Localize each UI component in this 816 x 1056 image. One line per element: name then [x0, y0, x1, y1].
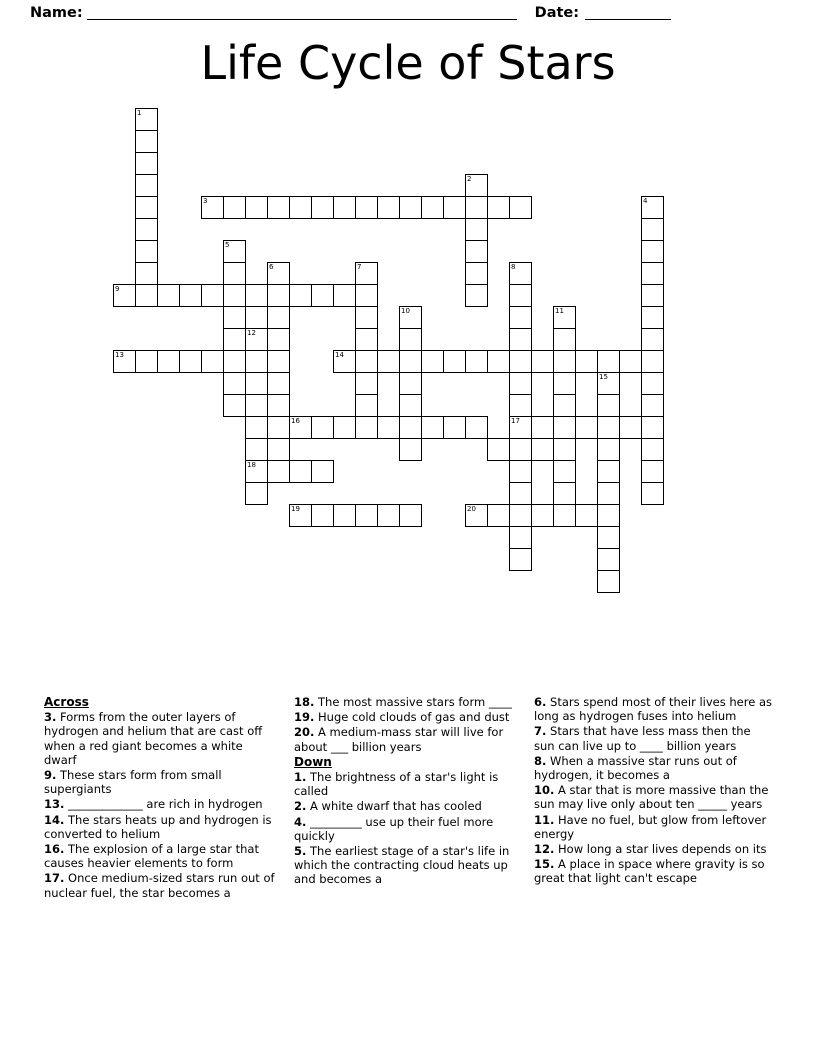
clue-down-12 — [534, 842, 772, 856]
clue-text: When a massive star runs out of hydrogen, it becomes a — [534, 753, 737, 783]
crossword-cell[interactable] — [597, 416, 620, 439]
crossword-cell[interactable] — [223, 306, 246, 329]
clue-number: 1. — [294, 770, 307, 785]
cell-number: 9 — [115, 285, 120, 293]
crossword-cell[interactable] — [399, 372, 422, 395]
cell-number: 7 — [357, 263, 362, 271]
crossword-cell[interactable] — [597, 526, 620, 549]
crossword-cell[interactable] — [179, 284, 202, 307]
clue-text: _____________ are rich in hydrogen — [68, 797, 263, 812]
clue-number: 12. — [534, 842, 555, 857]
crossword-cell[interactable] — [223, 284, 246, 307]
crossword-cell[interactable] — [597, 570, 620, 593]
clues-area — [44, 695, 774, 901]
crossword-cell[interactable] — [487, 350, 510, 373]
crossword-cell[interactable] — [553, 482, 576, 505]
clue-number: 18. — [294, 695, 315, 709]
crossword-cell[interactable] — [641, 262, 664, 285]
cell-number: 10 — [401, 307, 410, 315]
crossword-cell[interactable] — [289, 284, 312, 307]
crossword-cell[interactable] — [267, 394, 290, 417]
clue-column-right — [534, 695, 772, 901]
crossword-cell[interactable] — [509, 350, 532, 373]
cell-number: 3 — [203, 197, 208, 205]
crossword-cell[interactable] — [267, 416, 290, 439]
crossword-cell[interactable] — [465, 504, 488, 527]
crossword-cell[interactable] — [223, 328, 246, 351]
crossword-cell[interactable] — [377, 196, 400, 219]
cell-number: 17 — [511, 417, 520, 425]
crossword-cell[interactable] — [399, 350, 422, 373]
clue-text: The stars heats up and hydrogen is converted to helium — [44, 812, 272, 841]
crossword-cell[interactable] — [465, 240, 488, 263]
cell-number: 8 — [511, 263, 516, 271]
clue-column-middle — [294, 695, 516, 901]
clue-text: _________ use up their fuel more quickly — [294, 814, 494, 843]
clue-text: Stars spend most of their lives here as long as hydrogen fuses into helium — [534, 695, 772, 724]
crossword-cell[interactable] — [421, 350, 444, 373]
crossword-cell[interactable] — [113, 284, 136, 307]
clue-text: Huge cold clouds of gas and dust — [318, 710, 510, 725]
crossword-cell[interactable] — [267, 328, 290, 351]
crossword-cell[interactable] — [553, 350, 576, 373]
crossword-cell[interactable] — [509, 482, 532, 505]
crossword-cell[interactable] — [641, 328, 664, 351]
crossword-cell[interactable] — [531, 504, 554, 527]
cell-number: 6 — [269, 263, 274, 271]
crossword-cell[interactable] — [641, 240, 664, 263]
crossword-cell[interactable] — [267, 284, 290, 307]
clue-number: 7. — [534, 724, 547, 739]
cell-number: 20 — [467, 505, 476, 513]
crossword-cell[interactable] — [355, 306, 378, 329]
crossword-cell[interactable] — [399, 328, 422, 351]
crossword-cell[interactable] — [355, 262, 378, 285]
crossword-cell[interactable] — [355, 196, 378, 219]
crossword-cell[interactable] — [553, 306, 576, 329]
crossword-cell[interactable] — [487, 196, 510, 219]
crossword-cell[interactable] — [553, 504, 576, 527]
clue-text: The brightness of a star's light is called — [294, 770, 499, 799]
crossword-cell[interactable] — [641, 438, 664, 461]
crossword-cell[interactable] — [223, 350, 246, 373]
crossword-cell[interactable] — [553, 372, 576, 395]
crossword-cell[interactable] — [553, 328, 576, 351]
clue-across-3 — [44, 710, 276, 767]
clue-text: A place in space where gravity is so great that light can't escape — [534, 857, 765, 886]
crossword-cell[interactable] — [245, 416, 268, 439]
clue-number: 5. — [294, 844, 307, 859]
cell-number: 19 — [291, 505, 300, 513]
clue-number: 6. — [534, 695, 547, 709]
crossword-cell[interactable] — [355, 394, 378, 417]
cell-number: 13 — [115, 351, 124, 359]
crossword-cell[interactable] — [245, 328, 268, 351]
clue-number: 20. — [294, 725, 315, 740]
crossword-cell[interactable] — [245, 438, 268, 461]
crossword-cell[interactable] — [421, 196, 444, 219]
crossword-cell[interactable] — [333, 416, 356, 439]
clue-down-6 — [534, 695, 772, 723]
crossword-cell[interactable] — [267, 372, 290, 395]
crossword-cell[interactable] — [289, 416, 312, 439]
crossword-cell[interactable] — [267, 460, 290, 483]
date-blank-rule — [585, 7, 671, 20]
crossword-cell[interactable] — [355, 372, 378, 395]
crossword-cell[interactable] — [311, 196, 334, 219]
clue-number: 17. — [44, 871, 65, 886]
crossword-cell[interactable] — [201, 284, 224, 307]
cell-number: 15 — [599, 373, 608, 381]
crossword-cell[interactable] — [641, 284, 664, 307]
crossword-cell[interactable] — [575, 504, 598, 527]
crossword-cell[interactable] — [245, 350, 268, 373]
crossword-cell[interactable] — [399, 416, 422, 439]
clue-text: A white dwarf that has cooled — [310, 799, 482, 814]
cell-number: 5 — [225, 241, 230, 249]
crossword-cell[interactable] — [597, 394, 620, 417]
crossword-cell[interactable] — [421, 416, 444, 439]
crossword-cell[interactable] — [245, 460, 268, 483]
clue-text: The explosion of a large star that causes heavier elements to form — [44, 842, 259, 871]
crossword-cell[interactable] — [223, 372, 246, 395]
crossword-cell[interactable] — [377, 350, 400, 373]
crossword-cell[interactable] — [267, 350, 290, 373]
crossword-cell[interactable] — [399, 196, 422, 219]
crossword-cell[interactable] — [509, 372, 532, 395]
clue-down-1 — [294, 770, 516, 798]
crossword-cell[interactable] — [597, 372, 620, 395]
crossword-cell[interactable] — [509, 306, 532, 329]
crossword-cell[interactable] — [223, 394, 246, 417]
clue-text: How long a star lives depends on its — [558, 842, 767, 857]
crossword-cell[interactable] — [443, 196, 466, 219]
clue-down-11 — [534, 813, 772, 841]
crossword-cell[interactable] — [399, 306, 422, 329]
clue-down-8 — [534, 754, 772, 782]
crossword-cell[interactable] — [135, 130, 158, 153]
crossword-cell[interactable] — [179, 350, 202, 373]
crossword-cell[interactable] — [355, 504, 378, 527]
crossword-cell[interactable] — [245, 284, 268, 307]
cell-number: 18 — [247, 461, 256, 469]
clue-column-left — [44, 695, 276, 901]
crossword-cell[interactable] — [553, 394, 576, 417]
crossword-cell[interactable] — [113, 350, 136, 373]
clue-text: Stars that have less mass then the sun can live up to ____ billion years — [534, 724, 751, 753]
name-label: Name: — [30, 5, 83, 21]
crossword-cell[interactable] — [531, 416, 554, 439]
crossword-cell[interactable] — [597, 438, 620, 461]
crossword-cell[interactable] — [509, 394, 532, 417]
crossword-cell[interactable] — [135, 350, 158, 373]
clue-across-18 — [294, 695, 516, 709]
crossword-cell[interactable] — [509, 438, 532, 461]
crossword-cell[interactable] — [355, 350, 378, 373]
crossword-cell[interactable] — [135, 240, 158, 263]
clue-down-4 — [294, 815, 516, 843]
crossword-cell[interactable] — [333, 504, 356, 527]
clue-text: The earliest stage of a star's life in which the contracting cloud heats up and becomes a — [294, 844, 510, 887]
page-title: Life Cycle of Stars — [200, 36, 616, 90]
crossword-cell[interactable] — [201, 350, 224, 373]
cell-number: 11 — [555, 307, 564, 315]
crossword-cell[interactable] — [641, 372, 664, 395]
crossword-cell[interactable] — [399, 438, 422, 461]
crossword-cell[interactable] — [311, 416, 334, 439]
clue-across-19 — [294, 710, 516, 724]
crossword-cell[interactable] — [311, 284, 334, 307]
crossword-cell[interactable] — [267, 196, 290, 219]
crossword-cell[interactable] — [487, 438, 510, 461]
crossword-cell[interactable] — [509, 284, 532, 307]
crossword-cell[interactable] — [597, 350, 620, 373]
crossword-cell[interactable] — [267, 306, 290, 329]
crossword-cell[interactable] — [553, 438, 576, 461]
crossword-cell[interactable] — [333, 196, 356, 219]
crossword-cell[interactable] — [311, 460, 334, 483]
crossword-cell[interactable] — [333, 284, 356, 307]
crossword-cell[interactable] — [157, 350, 180, 373]
crossword-cell[interactable] — [641, 416, 664, 439]
crossword-cell[interactable] — [377, 416, 400, 439]
clue-number: 15. — [534, 857, 555, 872]
cell-number: 12 — [247, 329, 256, 337]
clue-text: Have no fuel, but glow from leftover energy — [534, 812, 767, 841]
crossword-cell[interactable] — [531, 350, 554, 373]
crossword-cell[interactable] — [465, 262, 488, 285]
crossword-cell[interactable] — [267, 438, 290, 461]
clue-number: 19. — [294, 710, 315, 725]
crossword-cell[interactable] — [575, 350, 598, 373]
crossword-cell[interactable] — [619, 350, 642, 373]
clue-across-13 — [44, 797, 276, 811]
clue-number: 13. — [44, 797, 65, 812]
crossword-cell[interactable] — [509, 526, 532, 549]
crossword-cell[interactable] — [135, 218, 158, 241]
crossword-cell[interactable] — [641, 306, 664, 329]
crossword-cell[interactable] — [333, 350, 356, 373]
crossword-cell[interactable] — [465, 174, 488, 197]
clue-number: 2. — [294, 799, 307, 814]
clue-number: 14. — [44, 812, 65, 827]
name-blank-rule — [87, 7, 517, 20]
crossword-cell[interactable] — [223, 262, 246, 285]
crossword-cell[interactable] — [465, 218, 488, 241]
crossword-cell[interactable] — [597, 504, 620, 527]
crossword-cell[interactable] — [135, 196, 158, 219]
clue-across-16 — [44, 842, 276, 870]
crossword-cell[interactable] — [135, 152, 158, 175]
crossword-cell[interactable] — [641, 482, 664, 505]
crossword-cell[interactable] — [619, 416, 642, 439]
clue-down-10 — [534, 783, 772, 811]
crossword-cell[interactable] — [443, 416, 466, 439]
clue-down-7 — [534, 724, 772, 752]
crossword-cell[interactable] — [135, 284, 158, 307]
crossword-cell[interactable] — [355, 416, 378, 439]
date-label: Date: — [534, 5, 580, 21]
crossword-cell[interactable] — [135, 262, 158, 285]
crossword-cell[interactable] — [223, 196, 246, 219]
crossword-cell[interactable] — [641, 218, 664, 241]
crossword-cell[interactable] — [289, 196, 312, 219]
crossword-cell[interactable] — [223, 240, 246, 263]
across-heading: Across — [44, 695, 89, 709]
crossword-cell[interactable] — [377, 504, 400, 527]
crossword-cell[interactable] — [509, 460, 532, 483]
crossword-cell[interactable] — [553, 416, 576, 439]
cell-number: 16 — [291, 417, 300, 425]
crossword-cell[interactable] — [157, 284, 180, 307]
header-name-date — [30, 0, 786, 26]
clue-number: 4. — [294, 814, 307, 829]
crossword-cell[interactable] — [487, 504, 510, 527]
crossword-cell[interactable] — [553, 460, 576, 483]
crossword-grid-area — [0, 100, 816, 580]
crossword-cell[interactable] — [399, 394, 422, 417]
clue-across-17 — [44, 871, 276, 899]
crossword-cell[interactable] — [267, 262, 290, 285]
down-heading: Down — [294, 754, 332, 769]
clue-number: 8. — [534, 753, 547, 768]
cell-number: 4 — [643, 197, 648, 205]
clue-text: A star that is more massive than the sun may live only about ten _____ years — [534, 783, 769, 812]
crossword-cell[interactable] — [509, 196, 532, 219]
crossword-cell[interactable] — [135, 174, 158, 197]
cell-number: 1 — [137, 109, 142, 117]
crossword-cell[interactable] — [289, 460, 312, 483]
crossword-grid — [0, 100, 816, 580]
clue-across-20 — [294, 725, 516, 753]
crossword-cell[interactable] — [597, 460, 620, 483]
clue-across-14 — [44, 813, 276, 841]
crossword-cell[interactable] — [465, 284, 488, 307]
clue-text: A medium-mass star will live for about ___ billion years — [294, 725, 504, 754]
crossword-cell[interactable] — [465, 416, 488, 439]
crossword-cell[interactable] — [399, 504, 422, 527]
cell-number: 2 — [467, 175, 472, 183]
crossword-cell[interactable] — [509, 548, 532, 571]
cell-number: 14 — [335, 351, 344, 359]
clue-number: 16. — [44, 842, 65, 857]
crossword-cell[interactable] — [641, 394, 664, 417]
crossword-cell[interactable] — [289, 504, 312, 527]
crossword-cell[interactable] — [355, 284, 378, 307]
crossword-cell[interactable] — [465, 350, 488, 373]
clue-across-9 — [44, 768, 276, 796]
crossword-cell[interactable] — [201, 196, 224, 219]
clue-number: 3. — [44, 710, 57, 725]
crossword-cell[interactable] — [311, 504, 334, 527]
crossword-cell[interactable] — [597, 548, 620, 571]
crossword-cell[interactable] — [245, 482, 268, 505]
crossword-cell[interactable] — [641, 196, 664, 219]
crossword-cell[interactable] — [465, 196, 488, 219]
clue-down-2 — [294, 799, 516, 813]
clue-number: 9. — [44, 768, 57, 783]
clue-down-5 — [294, 844, 516, 887]
crossword-cell[interactable] — [575, 416, 598, 439]
clue-number: 10. — [534, 783, 555, 798]
crossword-cell[interactable] — [509, 416, 532, 439]
crossword-cell[interactable] — [443, 350, 466, 373]
clue-text: These stars form from small supergiants — [44, 768, 222, 797]
clue-text: Forms from the outer layers of hydrogen and helium that are cast off when a red giant becomes a white dwarf — [44, 710, 263, 767]
crossword-cell[interactable] — [597, 482, 620, 505]
crossword-cell[interactable] — [509, 504, 532, 527]
crossword-cell[interactable] — [509, 328, 532, 351]
clue-text: Once medium-sized stars run out of nuclear fuel, the star becomes a — [44, 871, 275, 900]
crossword-cell[interactable] — [355, 328, 378, 351]
crossword-cell[interactable] — [245, 196, 268, 219]
clue-number: 11. — [534, 812, 555, 827]
crossword-cell[interactable] — [245, 394, 268, 417]
crossword-cell[interactable] — [531, 438, 554, 461]
clue-down-15 — [534, 857, 772, 885]
crossword-cell[interactable] — [245, 372, 268, 395]
crossword-cell[interactable] — [641, 460, 664, 483]
crossword-cell[interactable] — [135, 108, 158, 131]
crossword-cell[interactable] — [641, 350, 664, 373]
clue-text: The most massive stars form ____ — [318, 695, 512, 709]
crossword-cell[interactable] — [509, 262, 532, 285]
